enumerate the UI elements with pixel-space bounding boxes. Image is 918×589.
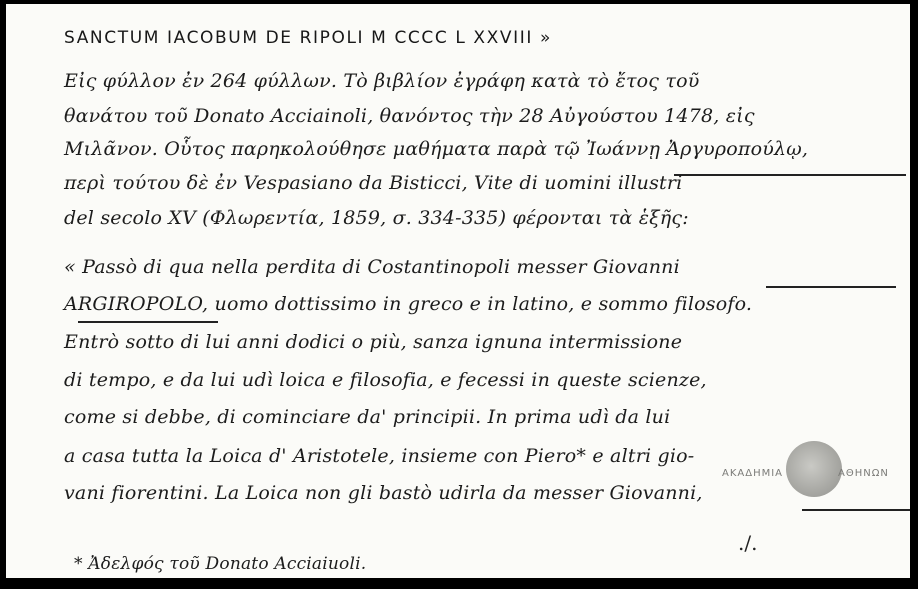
text-line-7: ARGIROPOLO, uomo dottissimo in greco e in latino, e sommo filosofo. — [64, 293, 753, 315]
underline-argiropolo — [78, 321, 218, 323]
underline-giovanni — [766, 286, 896, 288]
text-line-5: del secolo XV (Φλωρεντία, 1859, σ. 334-335) φέρονται τὰ ἑξῆς: — [64, 207, 689, 229]
text-line-4: περὶ τούτου δὲ ἐν Vespasiano da Bisticci, Vite di uomini illustri — [64, 172, 683, 194]
stamp-text-left: ΑΚΑΔΗΜΙΑ — [722, 468, 784, 479]
text-line-9: di tempo, e da lui udì loica e filosofia, e fecessi in queste scienze, — [64, 369, 707, 391]
text-line-1: Εἰς φύλλον ἐν 264 φύλλων. Τὸ βιβλίον ἐγράφη κατὰ τὸ ἔτος τοῦ — [64, 70, 700, 92]
academy-seal-stamp — [786, 441, 842, 497]
end-mark: ./. — [738, 531, 758, 555]
underline-giovanni-2 — [802, 509, 910, 511]
text-line-6: « Passò di qua nella perdita di Costantinopoli messer Giovanni — [64, 256, 680, 278]
text-line-12: vani fiorentini. La Loica non gli bastò udirla da messer Giovanni, — [64, 482, 703, 504]
index-card — [6, 4, 910, 578]
text-line-11: a casa tutta la Loica d' Aristotele, insieme con Piero* e altri gio- — [64, 445, 695, 467]
card-heading: SANCTUM IACOBUM DE RIPOLI M CCCC L XXVIII » — [64, 28, 552, 48]
text-line-2: θανάτου τοῦ Donato Acciainoli, θανόντος τὴν 28 Αὐγούστου 1478, εἰς — [64, 105, 755, 127]
stamp-text-right: ΑΘΗΝΩΝ — [838, 468, 889, 479]
text-line-8: Entrò sotto di lui anni dodici o più, sanza ignuna intermissione — [64, 331, 683, 353]
text-line-10: come si debbe, di cominciare da' principii. In prima udì da lui — [64, 406, 671, 428]
underline-argyropoulos — [674, 174, 906, 176]
text-line-3: Μιλᾶνον. Οὗτος παρηκολούθησε μαθήματα παρὰ τῷ Ἰωάννῃ Ἀργυροπούλῳ, — [64, 138, 809, 160]
footnote: * Ἀδελφός τοῦ Donato Acciaiuoli. — [74, 554, 367, 574]
